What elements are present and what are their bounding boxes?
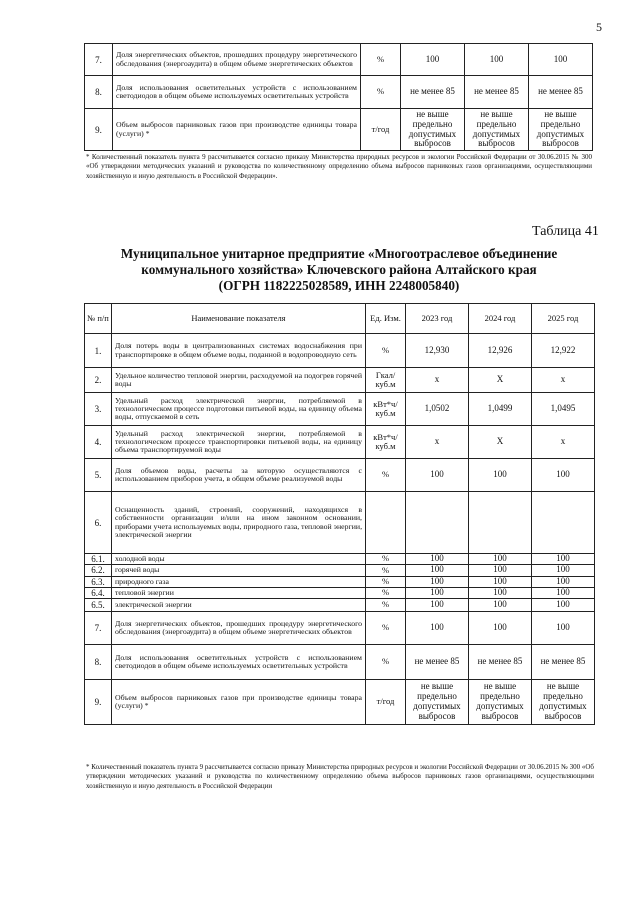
row-number: 2. [85, 368, 112, 393]
value-2024 [469, 492, 532, 554]
value-2023: х [406, 368, 469, 393]
table-row [85, 612, 595, 645]
indicator-name: Доля энергетических объектов, прошедших процедуру энергетического обследования (энергоаудита) в общем объеме энергетических объектов [112, 612, 366, 645]
title-line: Муниципальное унитарное предприятие «Многоотраслевое объединение [120, 246, 558, 261]
unit: % [366, 576, 406, 587]
value-2025: не выше предельно допустимых выбросов [532, 680, 595, 725]
value-2025: 100 [529, 44, 593, 76]
indicator-name: Доля использования осветительных устройств с использованием светодиодов в общем объеме используемых осветительных устройств [112, 645, 366, 680]
value-2024: не менее 85 [465, 76, 529, 109]
header-2023: 2023 год [406, 304, 469, 334]
indicator-name: Доля энергетических объектов, прошедших процедуру энергетического обследования (энергоаудита) в общем объеме энергетических объектов [113, 44, 361, 76]
value-2024: 100 [469, 587, 532, 598]
table-row [85, 334, 595, 368]
value-2023: 100 [406, 587, 469, 598]
indicator-name: тепловой энергии [112, 587, 366, 598]
table-row [85, 554, 595, 565]
value-2024: не выше предельно допустимых выбросов [469, 680, 532, 725]
table-row [85, 393, 595, 426]
value-2025: 100 [532, 459, 595, 492]
value-2025 [532, 492, 595, 554]
table-row [85, 368, 595, 393]
table-row [85, 426, 595, 459]
header-name: Наименование показателя [112, 304, 366, 334]
unit: Гкал/ куб.м [366, 368, 406, 393]
header-num: № п/п [85, 304, 112, 334]
value-2023: 100 [406, 459, 469, 492]
value-2024: 100 [465, 44, 529, 76]
value-2023: не менее 85 [406, 645, 469, 680]
table-header-row [85, 304, 595, 334]
table-row [85, 680, 595, 725]
unit: % [366, 587, 406, 598]
page-number: 5 [596, 20, 602, 34]
value-2023: 12,930 [406, 334, 469, 368]
footnote: * Количественный показатель пункта 9 рассчитывается согласно приказу Министерства природных ресурсов и экологии Российской Федерации от 30.06.2015 № 300 «Об утверждении методических указаний и руководства по количественному определению объема выбросов парниковых газов организациями, осуществляющими хозяйственную и иную деятельность в Российской Федерации». [86, 153, 592, 180]
table-row [85, 565, 595, 576]
unit: кВт*ч/ куб.м [366, 426, 406, 459]
table-row [85, 645, 595, 680]
table-label: Таблица 41 [532, 224, 599, 239]
indicator-name: Объем выбросов парниковых газов при производстве единицы товара (услуги) * [113, 109, 361, 151]
table-row [85, 44, 593, 76]
unit: % [361, 44, 401, 76]
unit: % [366, 565, 406, 576]
value-2023: 100 [406, 576, 469, 587]
row-number: 7. [85, 44, 113, 76]
indicator-name: Доля объемов воды, расчеты за которую осуществляются с использованием приборов учета, в общем объеме реализуемой воды [112, 459, 366, 492]
value-2023: 100 [406, 554, 469, 565]
row-number: 4. [85, 426, 112, 459]
unit: т/год [361, 109, 401, 151]
row-number: 3. [85, 393, 112, 426]
indicator-name: Удельное количество тепловой энергии, расходуемой на подогрев горячей воды [112, 368, 366, 393]
indicator-name: холодной воды [112, 554, 366, 565]
indicator-name: Доля потерь воды в централизованных системах водоснабжения при транспортировке в общем объеме воды, поданной в водопроводную сеть [112, 334, 366, 368]
title-line: (ОГРН 1182225028589, ИНН 2248005840) [218, 277, 460, 293]
table-row [85, 492, 595, 554]
top-indicators-table [84, 43, 593, 151]
value-2025: 100 [532, 587, 595, 598]
header-2025: 2025 год [532, 304, 595, 334]
value-2023: 100 [406, 599, 469, 612]
value-2023: 100 [401, 44, 465, 76]
indicator-name: горячей воды [112, 565, 366, 576]
row-number: 1. [85, 334, 112, 368]
value-2025: 100 [532, 576, 595, 587]
main-indicators-table [84, 303, 595, 725]
unit: % [361, 76, 401, 109]
value-2024: не выше предельно допустимых выбросов [465, 109, 529, 151]
row-number: 7. [85, 612, 112, 645]
value-2025: 12,922 [532, 334, 595, 368]
value-2023: не выше предельно допустимых выбросов [406, 680, 469, 725]
indicator-name: природного газа [112, 576, 366, 587]
indicator-name: электрической энергии [112, 599, 366, 612]
unit: % [366, 334, 406, 368]
header-unit: Ед. Изм. [366, 304, 406, 334]
value-2025: 100 [532, 599, 595, 612]
value-2024: 100 [469, 459, 532, 492]
table-row [85, 587, 595, 598]
value-2023: 100 [406, 612, 469, 645]
row-number: 6.5. [85, 599, 112, 612]
value-2025: не менее 85 [529, 76, 593, 109]
value-2024: 100 [469, 554, 532, 565]
table-row [85, 599, 595, 612]
row-number: 6.2. [85, 565, 112, 576]
row-number: 9. [85, 109, 113, 151]
indicator-name: Объем выбросов парниковых газов при производстве единицы товара (услуги) * [112, 680, 366, 725]
row-number: 6.4. [85, 587, 112, 598]
row-number: 8. [85, 645, 112, 680]
value-2024: Х [469, 368, 532, 393]
unit: % [366, 459, 406, 492]
value-2023: 100 [406, 565, 469, 576]
value-2023 [406, 492, 469, 554]
indicator-name: Удельный расход электрической энергии, потребляемой в технологическом процессе транспортировки питьевой воды, на единицу объема транспортируемой воды [112, 426, 366, 459]
table-row [85, 109, 593, 151]
value-2025: 1,0495 [532, 393, 595, 426]
value-2025: х [532, 426, 595, 459]
value-2025: х [532, 368, 595, 393]
title-line: коммунального хозяйства» Ключевского района Алтайского края [141, 261, 537, 277]
row-number: 6. [85, 492, 112, 554]
table-row [85, 76, 593, 109]
unit: кВт*ч/ куб.м [366, 393, 406, 426]
row-number: 8. [85, 76, 113, 109]
value-2024: 12,926 [469, 334, 532, 368]
table-row [85, 459, 595, 492]
unit: % [366, 554, 406, 565]
value-2023: не менее 85 [401, 76, 465, 109]
value-2024: Х [469, 426, 532, 459]
indicator-name: Оснащенность зданий, строений, сооружений, находящихся в собственности организации и/или на ином законном основании, приборами учета используемых воды, природного газа, тепловой энергии, электрической энергии [112, 492, 366, 554]
value-2024: 100 [469, 599, 532, 612]
unit: т/год [366, 680, 406, 725]
row-number: 5. [85, 459, 112, 492]
unit: % [366, 645, 406, 680]
unit: % [366, 612, 406, 645]
value-2024: 100 [469, 612, 532, 645]
indicator-name: Удельный расход электрической энергии, потребляемой в технологическом процессе подготовки питьевой воды, на единицу объема воды, отпускаемой в сеть [112, 393, 366, 426]
value-2025: не выше предельно допустимых выбросов [529, 109, 593, 151]
indicator-name: Доля использования осветительных устройств с использованием светодиодов в общем объеме используемых осветительных устройств [113, 76, 361, 109]
value-2024: 100 [469, 576, 532, 587]
value-2025: не менее 85 [532, 645, 595, 680]
value-2025: 100 [532, 554, 595, 565]
header-2024: 2024 год [469, 304, 532, 334]
footnote: * Количественный показатель пункта 9 рассчитывается согласно приказу Министерства природных ресурсов и экологии Российской Федерации от 30.06.2015 № 300 «Об утверждении методических указаний и руководства по количественному определению объема выбросов парниковых газов организациями, осуществляющими хозяйственную и иную деятельность в Российской Федерации [86, 763, 594, 790]
row-number: 6.1. [85, 554, 112, 565]
unit: % [366, 599, 406, 612]
value-2024: не менее 85 [469, 645, 532, 680]
value-2025: 100 [532, 565, 595, 576]
value-2023: х [406, 426, 469, 459]
value-2024: 1,0499 [469, 393, 532, 426]
value-2025: 100 [532, 612, 595, 645]
row-number: 9. [85, 680, 112, 725]
row-number: 6.3. [85, 576, 112, 587]
value-2023: не выше предельно допустимых выбросов [401, 109, 465, 151]
unit [366, 492, 406, 554]
table-row [85, 576, 595, 587]
value-2024: 100 [469, 565, 532, 576]
value-2023: 1,0502 [406, 393, 469, 426]
page-title [84, 246, 594, 294]
